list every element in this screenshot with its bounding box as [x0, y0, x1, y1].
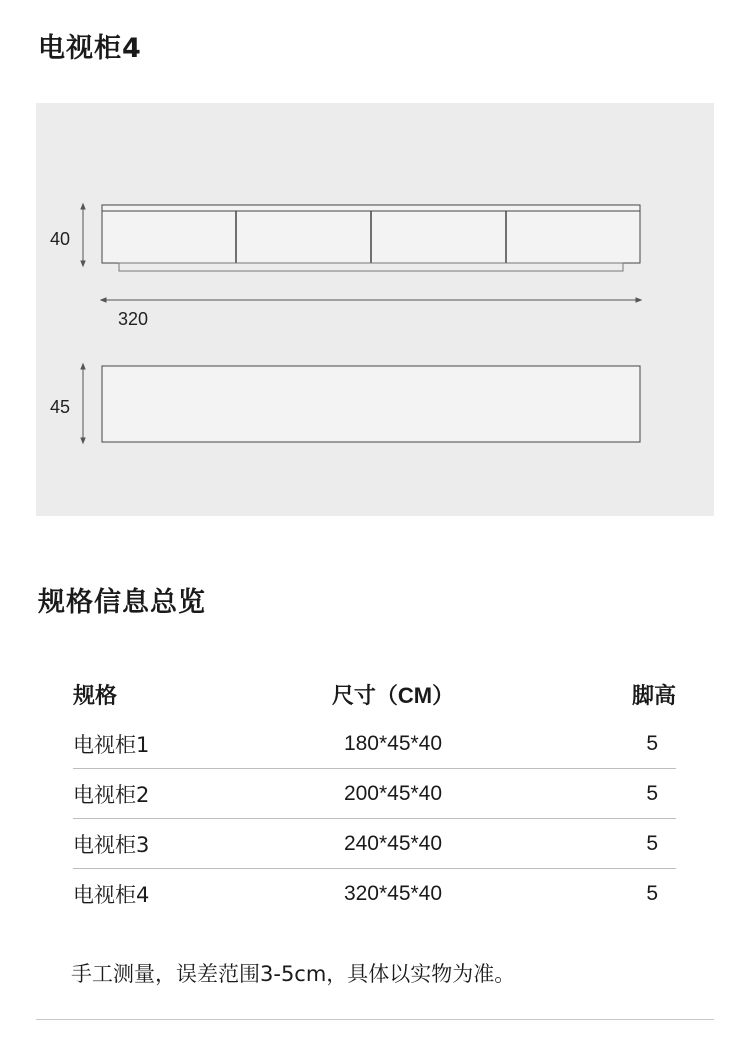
height-dimension-line [81, 204, 85, 266]
dimension-diagram [36, 103, 714, 516]
table-row [73, 769, 676, 819]
header-name: 规格 [73, 684, 118, 709]
page-title: 电视柜4 [38, 33, 142, 64]
height-label: 40 [50, 229, 71, 249]
header-size: 尺寸（CM） [331, 683, 455, 708]
cabinet-top-slab [102, 205, 640, 211]
row-size: 180*45*40 [343, 731, 443, 755]
bottom-divider [36, 1019, 714, 1020]
row-name: 电视柜1 [73, 732, 150, 757]
row-name: 电视柜3 [73, 832, 150, 857]
row-name: 电视柜2 [73, 782, 150, 807]
table-row [73, 869, 676, 918]
spec-table [73, 676, 676, 918]
spec-section-title: 规格信息总览 [38, 587, 206, 618]
row-size: 200*45*40 [343, 781, 443, 805]
row-size: 240*45*40 [343, 831, 443, 855]
row-feet: 5 [646, 781, 658, 805]
cabinet-plinth [119, 263, 623, 271]
depth-label: 45 [50, 397, 71, 417]
row-feet: 5 [646, 831, 658, 855]
header-feet: 脚高 [631, 683, 676, 708]
width-label: 320 [118, 309, 149, 329]
measurement-note: 手工测量，误差范围3-5cm，具体以实物为准。 [71, 962, 516, 986]
row-feet: 5 [646, 881, 658, 905]
row-feet: 5 [646, 731, 658, 755]
depth-dimension-line [81, 364, 85, 443]
row-name: 电视柜4 [73, 882, 150, 907]
row-size: 320*45*40 [343, 881, 443, 905]
cabinet-top-view [102, 366, 640, 442]
spec-table-header [73, 676, 676, 719]
width-dimension-line [101, 298, 641, 302]
table-row [73, 819, 676, 869]
table-row [73, 719, 676, 769]
